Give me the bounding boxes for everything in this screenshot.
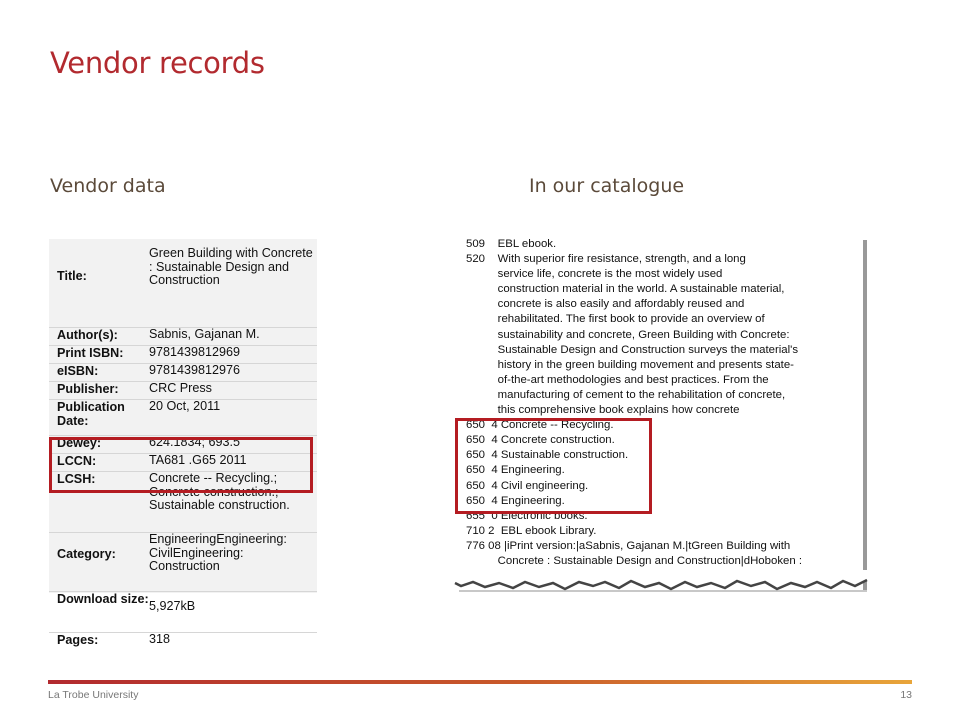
vendor-value: TA681 .G65 2011 xyxy=(149,454,317,472)
vendor-row-eisbn xyxy=(49,364,317,382)
vendor-label: Download size: xyxy=(49,592,149,633)
vendor-value: EngineeringEngineering: CivilEngineering: Construction xyxy=(149,533,317,592)
marc-field-line: 509 EBL ebook. xyxy=(466,238,557,250)
marc-field-line: 650 4 Engineering. xyxy=(466,494,565,507)
vendor-label: Title: xyxy=(49,247,149,328)
marc-field-line: Concrete : Sustainable Design and Construction|dHoboken : xyxy=(466,554,803,567)
vendor-row-download-size xyxy=(49,592,317,633)
vendor-row-publisher xyxy=(49,382,317,400)
catalogue-record-panel xyxy=(455,240,867,590)
vendor-value: 20 Oct, 2011 xyxy=(149,400,317,436)
footer-bar xyxy=(48,680,912,684)
marc-field-line: 655 0 Electronic books. xyxy=(466,509,588,522)
marc-field-line: Sustainable Design and Construction surveys the material's xyxy=(466,343,799,356)
vendor-label: Author(s): xyxy=(49,328,149,346)
vendor-value: 318 xyxy=(149,632,171,646)
marc-field-line: manufacturing of cement to the rehabilitation of concrete, xyxy=(466,388,786,401)
slide-title: Vendor records xyxy=(50,46,265,80)
torn-edge-graphic xyxy=(455,570,867,594)
marc-field-line: 650 4 Concrete -- Recycling. xyxy=(466,419,614,432)
vendor-value: 9781439812976 xyxy=(149,364,317,382)
vendor-data-heading: Vendor data xyxy=(50,175,166,197)
vendor-label: eISBN: xyxy=(49,364,149,382)
vendor-value: Green Building with Concrete : Sustainable Design and Construction xyxy=(149,247,317,328)
marc-field-line: 650 4 Sustainable construction. xyxy=(466,449,629,462)
vendor-value: 624.1834; 693.5 xyxy=(149,436,317,454)
marc-field-line: construction material in the world. A sustainable material, xyxy=(466,283,785,296)
vendor-value: 5,927kB xyxy=(149,592,317,633)
marc-field-line: 520 With superior fire resistance, strength, and a long xyxy=(466,253,746,266)
marc-field-line: sustainability and concrete, Green Building with Concrete: xyxy=(466,328,790,341)
marc-field-line: this comprehensive book explains how concrete xyxy=(466,404,740,417)
marc-record-lines xyxy=(466,237,802,584)
lcsh-highlight-box xyxy=(49,437,313,493)
marc-field-line: 650 4 Concrete construction. xyxy=(466,434,615,447)
marc-field-line: of-the-art methodologies and best practices. From the xyxy=(466,373,769,386)
vendor-label: LCSH: xyxy=(49,472,149,533)
vendor-data-panel xyxy=(49,239,317,647)
vendor-label: Publication Date: xyxy=(49,400,149,436)
marc-field-line: concrete is also easily and affordably reused and xyxy=(466,298,745,311)
vendor-row-author xyxy=(49,328,317,346)
vendor-row-category xyxy=(49,533,317,592)
vendor-label: Dewey: xyxy=(49,436,149,454)
vendor-row-publication-date xyxy=(49,400,317,436)
vendor-row-title xyxy=(49,247,317,328)
vendor-label: Pages: xyxy=(57,633,99,647)
marc-field-line: 710 2 EBL ebook Library. xyxy=(466,524,597,537)
page-number: 13 xyxy=(900,689,912,701)
marc-field-line: history in the green building movement and presents state- xyxy=(466,358,794,371)
vendor-row-pages xyxy=(49,633,317,654)
catalogue-heading: In our catalogue xyxy=(529,175,685,197)
subject-headings-highlight-box xyxy=(455,418,652,514)
vendor-value: Concrete -- Recycling.; Concrete construction.; Sustainable construction. xyxy=(149,472,317,533)
vendor-value: 9781439812969 xyxy=(149,346,317,364)
vendor-label: Publisher: xyxy=(49,382,149,400)
vendor-row-print-isbn xyxy=(49,346,317,364)
marc-field-line: rehabilitated. The first book to provide an overview of xyxy=(466,313,765,326)
vendor-value: CRC Press xyxy=(149,382,317,400)
vendor-value: Sabnis, Gajanan M. xyxy=(149,328,317,346)
vendor-label: Category: xyxy=(49,533,149,592)
vendor-label: LCCN: xyxy=(49,454,149,472)
marc-field-line: service life, concrete is the most widely used xyxy=(466,268,723,281)
marc-field-line: 650 4 Civil engineering. xyxy=(466,479,589,492)
marc-field-line: 650 4 Engineering. xyxy=(466,464,565,477)
footer-institution: La Trobe University xyxy=(48,689,139,701)
marc-field-line: 776 08 |iPrint version:|aSabnis, Gajanan M.|tGreen Building with xyxy=(466,539,791,552)
vendor-label: Print ISBN: xyxy=(49,346,149,364)
